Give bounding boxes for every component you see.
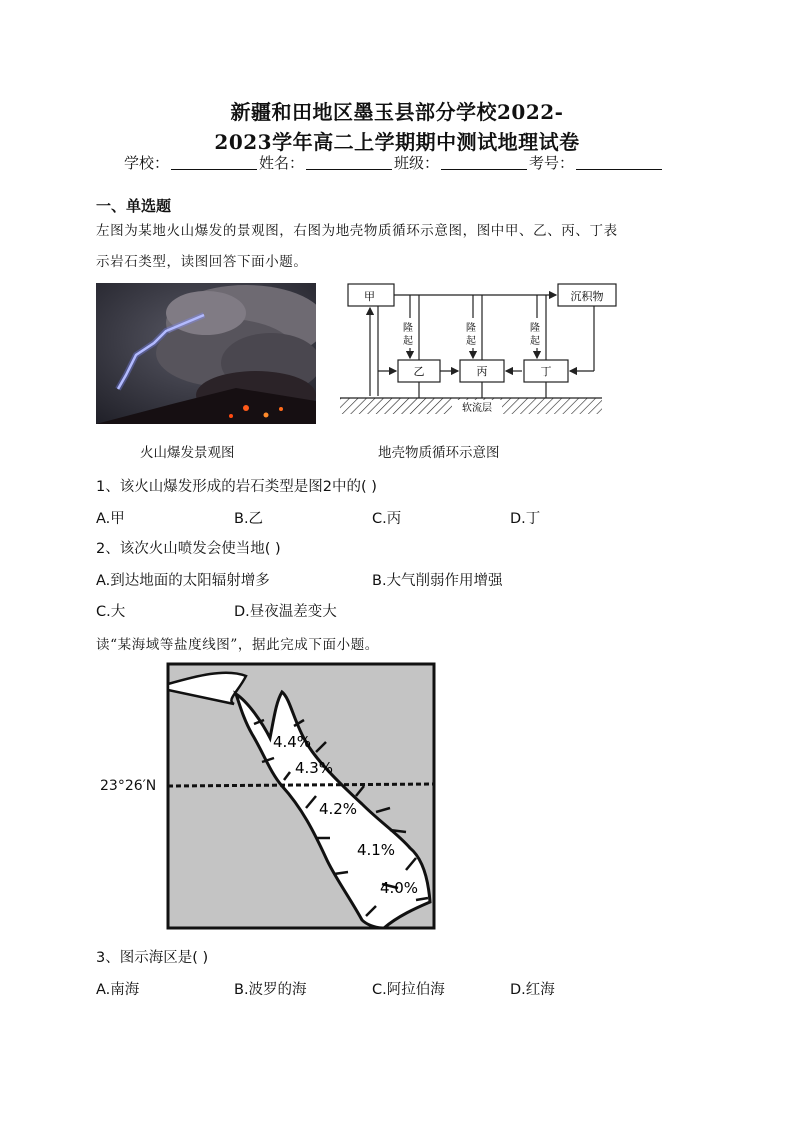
latitude-label: 23°26′N	[100, 778, 157, 794]
isoline-label-2: 4.3%	[294, 759, 334, 777]
volcano-eruption-photo	[96, 283, 316, 424]
salinity-isoline-map	[166, 662, 436, 930]
isoline-label-4: 4.1%	[356, 841, 396, 859]
q3-option-c[interactable]: C.阿拉伯海	[372, 982, 445, 998]
exam-title-line2: 2023学年高二上学期期中测试地理试卷	[214, 130, 580, 154]
intro1-line1: 左图为某地火山爆发的景观图，右图为地壳物质循环示意图，图中甲、乙、丙、丁表	[96, 223, 618, 239]
box-ding-label: 丁	[540, 365, 552, 378]
school-label: 学校：	[124, 154, 170, 172]
q3-option-b[interactable]: B.波罗的海	[234, 982, 307, 998]
mantle-label: 软流层	[462, 403, 492, 414]
name-blank[interactable]	[306, 153, 392, 170]
isoline-label-1: 4.4%	[272, 733, 312, 751]
photo-caption: 火山爆发景观图	[140, 445, 235, 461]
box-jia-label: 甲	[364, 290, 375, 303]
rock-cycle-diagram	[340, 280, 618, 422]
q2-option-a[interactable]: A.到达地面的太阳辐射增多	[96, 573, 270, 589]
isoline-label-5: 4.0%	[379, 879, 419, 897]
q1-option-a[interactable]: A.甲	[96, 511, 125, 527]
uplift-label-3: 隆起	[530, 323, 540, 347]
q2-option-b[interactable]: B.大气削弱作用增强	[372, 573, 503, 589]
school-blank[interactable]	[171, 153, 257, 170]
number-label: 考号：	[529, 154, 575, 172]
name-label: 姓名：	[259, 154, 305, 172]
question-3-stem: 3、图示海区是( )	[96, 950, 209, 966]
section-heading: 一、单选题	[96, 197, 172, 215]
q2-option-c[interactable]: C.大	[96, 604, 126, 620]
uplift-label-1: 隆起	[403, 323, 413, 347]
intro1-line2: 示岩石类型，读图回答下面小题。	[96, 254, 308, 270]
exam-title-line1: 新疆和田地区墨玉县部分学校2022-	[230, 100, 564, 124]
q3-option-a[interactable]: A.南海	[96, 982, 140, 998]
box-yi-label: 乙	[413, 365, 425, 378]
question-1-stem: 1、该火山爆发形成的岩石类型是图2中的( )	[96, 479, 377, 495]
q1-option-b[interactable]: B.乙	[234, 511, 264, 527]
intro2-text: 读“某海域等盐度线图”，据此完成下面小题。	[96, 637, 379, 653]
student-info-line	[124, 152, 664, 173]
q3-option-d[interactable]: D.红海	[510, 982, 555, 998]
class-blank[interactable]	[441, 153, 527, 170]
box-sediment-label: 沉积物	[570, 290, 604, 303]
number-blank[interactable]	[576, 153, 662, 170]
uplift-label-2: 隆起	[466, 323, 476, 347]
class-label: 班级：	[394, 154, 440, 172]
box-bing-label: 丙	[476, 365, 488, 378]
q1-option-c[interactable]: C.丙	[372, 511, 402, 527]
question-2-stem: 2、该次火山喷发会使当地( )	[96, 541, 281, 557]
diagram-caption: 地壳物质循环示意图	[378, 445, 500, 461]
q2-option-d[interactable]: D.昼夜温差变大	[234, 604, 337, 620]
q1-option-d[interactable]: D.丁	[510, 511, 541, 527]
isoline-label-3: 4.2%	[318, 800, 358, 818]
